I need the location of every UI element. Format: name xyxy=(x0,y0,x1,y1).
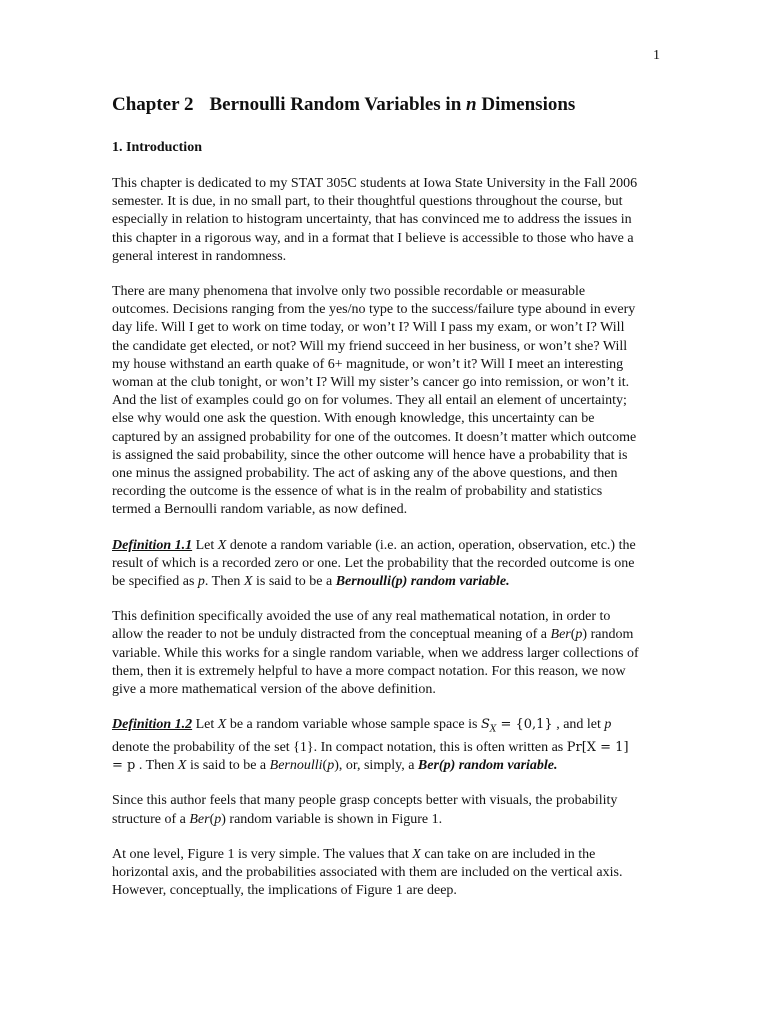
definition-text: is said to be a xyxy=(252,574,336,590)
paragraph-visuals xyxy=(112,792,642,828)
italic-term: Bernoulli xyxy=(269,758,323,774)
paragraph-notation xyxy=(112,608,642,699)
definition-text: be a random variable whose sample space is xyxy=(226,717,481,733)
definition-text: denote a random variable (i.e. an action, operation, observation, etc.) the result of which is a recorded zero or one. Let the probability that the recorded outcome is one be specified as xyxy=(112,537,636,590)
section-heading: 1. Introduction xyxy=(112,140,202,155)
defined-term: Ber(p) random variable. xyxy=(417,758,558,774)
chapter-number: Chapter 2 xyxy=(112,94,194,115)
math-variable: p xyxy=(327,758,335,774)
page-number: 1 xyxy=(653,48,660,63)
definition-label: Definition 1.2 xyxy=(112,717,193,733)
italic-term: Ber xyxy=(550,627,571,643)
paragraph-text: ) random variable is shown in Figure 1. xyxy=(221,811,443,827)
chapter-title-text: Bernoulli Random Variables in xyxy=(209,94,467,115)
paragraph-dedication: This chapter is dedicated to my STAT 305C students at Iowa State University in the Fall 2006 semester. It is due, in no small part, to their thoughtful questions throughout the course, but especially in relation to histogram uncertainty, that has convinced me to address the issues in this chapter in a rigorous way, and in a format that I believe is accessible to those who have a general interest in randomness. xyxy=(112,176,638,264)
definition-text: is said to be a xyxy=(186,758,270,774)
math-variable: S xyxy=(480,717,490,733)
math-variable: p xyxy=(197,574,205,590)
paragraph-text: ( xyxy=(209,811,215,827)
chapter-title-variable: n xyxy=(466,94,477,115)
probability-notation: Pr[X = 1] = p xyxy=(112,740,629,774)
definition-text: , and let xyxy=(552,717,605,733)
definition-text: Let xyxy=(192,537,218,553)
definition-text: . Then xyxy=(135,758,178,774)
sample-space-notation xyxy=(480,717,553,735)
paragraph-text: ) random variable. While this works for a single random variable, when we address larger collections of them, then it is extremely helpful to have a more compact notation. For this reason, we now give a more mathematical version of the above definition. xyxy=(112,627,639,698)
definition-text: ( xyxy=(322,758,328,774)
definition-text: ), or, simply, a xyxy=(334,758,418,774)
definition-text: Let xyxy=(192,717,218,733)
paragraph-text: Since this author feels that many people grasp concepts better with visuals, the probability structure of a xyxy=(112,793,618,827)
paragraph-text: This definition specifically avoided the use of any real mathematical notation, in order to allow the reader to not be unduly distracted from the conceptual meaning of a xyxy=(112,609,611,643)
chapter-title-end: Dimensions xyxy=(476,94,576,115)
paragraph-text: can take on are included in the horizontal axis, and the probabilities associated with them are included on the vertical axis. However, conceptually, the implications of Figure 1 are deep. xyxy=(112,846,623,899)
math-variable: X xyxy=(412,846,421,862)
math-set: = {0,1} xyxy=(496,717,553,733)
paragraph-phenomena: There are many phenomena that involve only two possible recordable or measurable outcomes. Decisions ranging from the yes/no type to the success/failure type abound in every day life. Will I get to work on time today, or won’t I? Will I pass my exam, or won’t I? Will the candidate get elected, or not? Will my friend succeed in her business, or won’t she? Will my house withstand an earth quake of 6+ magnitude, or won’t it? Will I meet an interesting woman at the club tonight, or won’t I? Will my sister’s cancer go into remission, or won’t it. And the list of examples could go on for volumes. They all entail an element of uncertainty; else why would one ask the question. With enough knowledge, this uncertainty can be captured by an assigned probability for one of the outcomes. It doesn’t matter which outcome is assigned the said probability, since the other outcome will hence have a probability that is one minus the assigned probability. The act of asking any of the above questions, and then recording the outcome is the essence of what is in the realm of probability and statistics termed a Bernoulli random variable, as now defined. xyxy=(112,284,637,518)
math-subscript: X xyxy=(489,724,497,735)
definition-label: Definition 1.1 xyxy=(112,537,193,553)
page-content xyxy=(112,93,642,918)
math-variable: p xyxy=(604,717,612,733)
italic-term: Ber xyxy=(189,811,210,827)
definition-1-2 xyxy=(112,716,642,775)
paragraph-figure-discussion xyxy=(112,846,642,901)
definition-text: . Then xyxy=(204,574,244,590)
chapter-title xyxy=(112,93,642,117)
math-variable: p xyxy=(214,811,222,827)
paragraph-text: At one level, Figure 1 is very simple. The values that xyxy=(112,846,413,862)
paragraph-text: ( xyxy=(570,627,576,643)
math-variable: p xyxy=(575,627,583,643)
math-variable: X xyxy=(217,537,227,553)
math-variable: X xyxy=(243,574,253,590)
definition-1-1 xyxy=(112,537,642,592)
math-variable: X xyxy=(177,758,187,774)
math-variable: X xyxy=(217,717,227,733)
definition-text: denote the probability of the set {1}. In compact notation, this is often written as xyxy=(112,740,567,756)
defined-term: Bernoulli(p) random variable. xyxy=(335,574,510,590)
